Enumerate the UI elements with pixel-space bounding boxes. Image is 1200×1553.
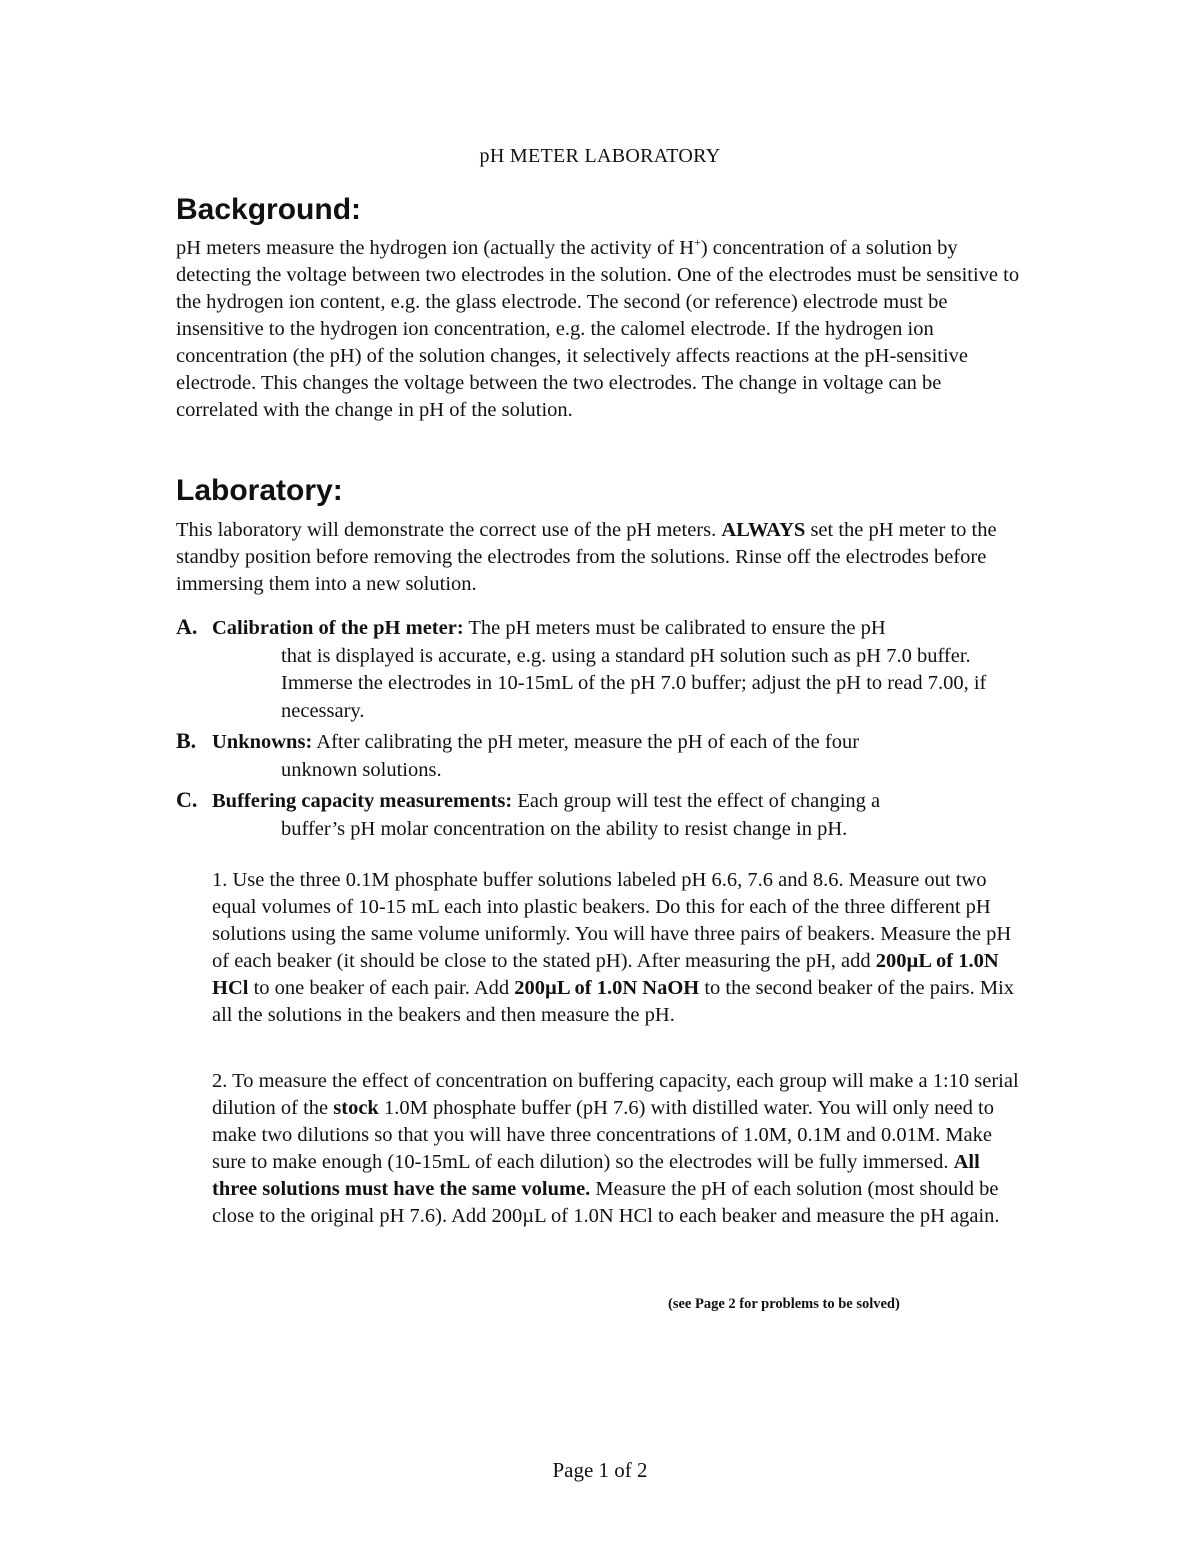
background-text: pH meters measure the hydrogen ion (actually the activity of H	[176, 237, 695, 259]
page-title: pH METER LABORATORY	[479, 145, 721, 167]
item-text: After calibrating the pH meter, measure the pH of each of the four	[312, 731, 860, 753]
step-text: 1.0M phosphate buffer (pH 7.6) with distilled water. You will only need to make two dilutions so that you will have three concentrations of 1.0M, 0.1M and 0.01M. Make sure to make enough (10-15mL of each dilution) so the electrodes will be fully immersed.	[212, 1097, 994, 1173]
item-text-continued: buffer’s pH molar concentration on the ability to resist change in pH.	[281, 817, 848, 840]
item-buffering	[176, 786, 1036, 843]
laboratory-heading: Laboratory:	[176, 474, 343, 507]
item-lead: Buffering capacity measurements:	[212, 790, 513, 812]
item-unknowns	[176, 727, 1036, 784]
item-lead: Calibration of the pH meter:	[212, 617, 464, 639]
item-lead: Unknowns:	[212, 731, 313, 753]
step-text: 1. Use the three 0.1M phosphate buffer solutions labeled pH 6.6, 7.6 and 8.6. Measure out two equal volumes of 10-15 mL each into plastic beakers. Do this for each of the three different pH solutions using the same volume uniformly. You will have three pairs of beakers. Measure the pH of each beaker (it should be close to the stated pH). After measuring the pH, add	[212, 869, 1012, 972]
item-calibration	[176, 613, 1036, 725]
step-1	[212, 867, 1027, 1029]
item-letter: A.	[176, 614, 198, 639]
page-number: Page 1 of 2	[552, 1458, 648, 1482]
step-text: 2. To measure the effect of concentration on buffering capacity, each group will make a 1:10 serial dilution of the	[212, 1070, 1019, 1119]
item-text: Each group will test the effect of changing a	[512, 790, 881, 812]
step-text: to the second beaker of the pairs. Mix all the solutions in the beakers and then measure the pH.	[212, 977, 1015, 1026]
item-text-continued: that is displayed is accurate, e.g. using a standard pH solution such as pH 7.0 buffer. Immerse the electrodes in 10-15mL of the pH 7.0 buffer; adjust the pH to read 7.00, if necessary.	[281, 644, 987, 722]
intro-emphasis: ALWAYS	[721, 519, 806, 541]
see-page-note: (see Page 2 for problems to be solved)	[668, 1296, 900, 1312]
background-text-continued: ) concentration of a solution by detecting the voltage between two electrodes in the solution. One of the electrodes must be sensitive to the hydrogen ion content, e.g. the glass electrode. The second (or reference) electrode must be insensitive to the hydrogen ion concentration, e.g. the calomel electrode. If the hydrogen ion concentration (the pH) of the solution changes, it selectively affects reactions at the pH-sensitive electrode. This changes the voltage between the two electrodes. The change in voltage can be correlated with the change in pH of the solution.	[176, 237, 1020, 421]
item-letter: C.	[176, 787, 198, 812]
intro-text-continued: set the pH meter to the standby position before removing the electrodes from the solutions. Rinse off the electrodes before immersing them into a new solution.	[176, 519, 997, 595]
laboratory-intro	[176, 517, 1026, 598]
step-emphasis: 200µL of 1.0N NaOH	[514, 977, 700, 999]
intro-text: This laboratory will demonstrate the correct use of the pH meters.	[176, 519, 722, 541]
background-paragraph	[176, 235, 1026, 424]
superscript-plus: +	[694, 235, 701, 250]
step-emphasis: 200µL of 1.0N HCl	[212, 950, 999, 999]
background-heading: Background:	[176, 193, 362, 226]
step-emphasis: All three solutions must have the same volume.	[212, 1151, 980, 1200]
step-emphasis: stock	[333, 1097, 379, 1119]
step-2	[212, 1068, 1027, 1230]
item-text: The pH meters must be calibrated to ensure the pH	[463, 617, 886, 639]
step-text: to one beaker of each pair. Add	[248, 977, 515, 999]
item-letter: B.	[176, 728, 197, 753]
item-text-continued: unknown solutions.	[281, 758, 442, 781]
step-text: Measure the pH of each solution (most should be close to the original pH 7.6). Add 200µL of 1.0N HCl to each beaker and measure the pH again.	[212, 1178, 1000, 1227]
